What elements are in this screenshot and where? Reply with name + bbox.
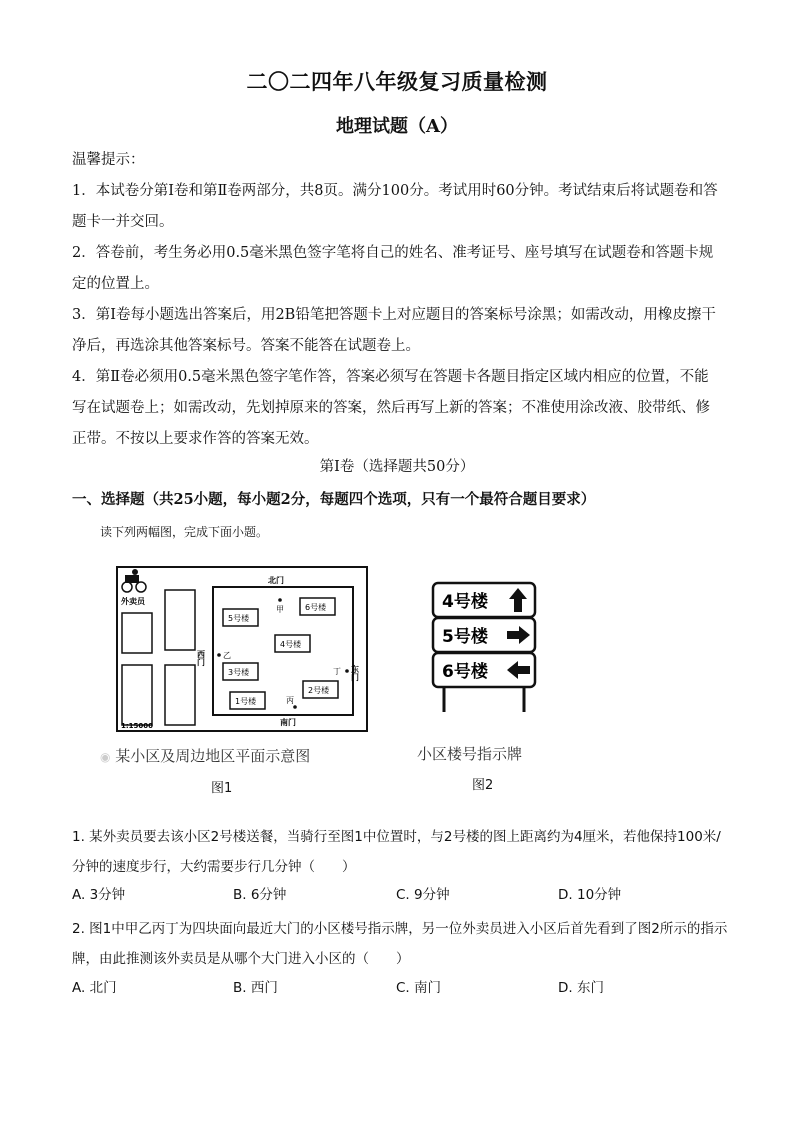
question-1-option-c[interactable]: C. 9分钟 [396,887,450,903]
outside-block [122,665,152,725]
tip-item-4: 4．第Ⅱ卷必须用0.5毫米黑色签字笔作答，答案必须写在答题卡各题目指定区域内相应的位置，不能写在试题卷上；如需改动，先划掉原来的答案，然后再写上新的答案；不准使用涂改液、胶带纸、修正带。不按以上要求作答的答案无效。 [72,369,710,447]
question-2-option-b[interactable]: B. 西门 [233,980,278,996]
building-5-label: 5号楼 [228,614,250,623]
point-jia-label: 甲 [276,605,284,614]
point-yi-label: 乙 [223,651,231,660]
question-2-stem: 2. 图1中甲乙丙丁为四块面向最近大门的小区楼号指示牌，另一位外卖员进入小区后首先看到了图2所示的指示牌，由此推测该外卖员是从哪个大门进入小区的（ ） [72,921,728,967]
community-map [115,565,370,735]
part-title: 一、选择题（共25小题，每小题2分，每题四个选项，只有一个最符合题目要求） [72,491,596,508]
building-1-label: 1号楼 [235,697,257,706]
exam-subtitle: 地理试题（A） [336,116,458,137]
map-scale: 1:15000 [121,722,154,730]
figure1-caption [100,745,310,766]
building-2-label: 2号楼 [308,686,330,695]
outside-block [165,665,195,725]
sign-text-5: 5号楼 [442,627,488,647]
question-2-options [0,976,794,1006]
point-bing-label: 丙 [286,696,294,705]
question-1-options [0,883,794,913]
map-border [117,567,367,731]
question-2-option-a[interactable]: A. 北门 [72,980,117,996]
camera-icon: ◉ [100,750,111,764]
east-gate-label: 东门 [350,665,360,681]
tip-item-2: 2．答卷前，考生务必用0.5毫米黑色签字笔将自己的姓名、准考证号、座号填写在试题卷和答题卡规定的位置上。 [72,245,714,292]
point-jia-dot [278,598,282,602]
courier-icon [122,569,146,592]
figure1-caption-text: 某小区及周边地区平面示意图 [115,747,311,765]
sign-text-6: 6号楼 [442,662,488,682]
point-bing-dot [293,705,297,709]
figure2-label: 图2 [472,778,494,793]
west-gate-label: 西门 [196,650,206,666]
question-1-option-b[interactable]: B. 6分钟 [233,887,287,903]
volume-title: 第Ⅰ卷（选择题共50分） [319,459,475,475]
south-gate-label: 南门 [280,718,296,727]
question-1-option-a[interactable]: A. 3分钟 [72,887,126,903]
figure2-caption: 小区楼号指示牌 [417,745,523,763]
outside-block [165,590,195,650]
point-ding-label: 丁 [333,667,341,676]
point-ding-dot [345,669,349,673]
question-2-option-d[interactable]: D. 东门 [558,980,604,996]
question-intro: 读下列两幅图，完成下面小题。 [100,525,269,539]
outside-block [122,613,152,653]
tip-item-1: 1．本试卷分第Ⅰ卷和第Ⅱ卷两部分，共8页。满分100分。考试用时60分钟。考试结束后将试题卷和答题卡一并交回。 [72,183,718,230]
building-6-label: 6号楼 [305,603,327,612]
question-1-stem: 1. 某外卖员要去该小区2号楼送餐，当骑行至图1中位置时，与2号楼的图上距离约为4厘米，若他保持100米/分钟的速度步行，大约需要步行几分钟（ ） [72,829,721,875]
building-signpost [430,580,540,720]
courier-label: 外卖员 [121,597,145,606]
exam-title: 二〇二四年八年级复习质量检测 [246,69,548,94]
tips-heading: 温馨提示： [72,152,145,168]
point-yi-dot [217,653,221,657]
sign-text-4: 4号楼 [442,592,488,612]
question-1-option-d[interactable]: D. 10分钟 [558,887,622,903]
building-3-label: 3号楼 [228,668,250,677]
tip-item-3: 3．第Ⅰ卷每小题选出答案后，用2B铅笔把答题卡上对应题目的答案标号涂黑；如需改动，用橡皮擦干净后，再选涂其他答案标号。答案不能答在试题卷上。 [72,307,716,354]
building-4-label: 4号楼 [280,640,302,649]
north-gate-label: 北门 [268,576,284,585]
question-2-option-c[interactable]: C. 南门 [396,980,442,996]
figure1-label: 图1 [211,781,233,796]
